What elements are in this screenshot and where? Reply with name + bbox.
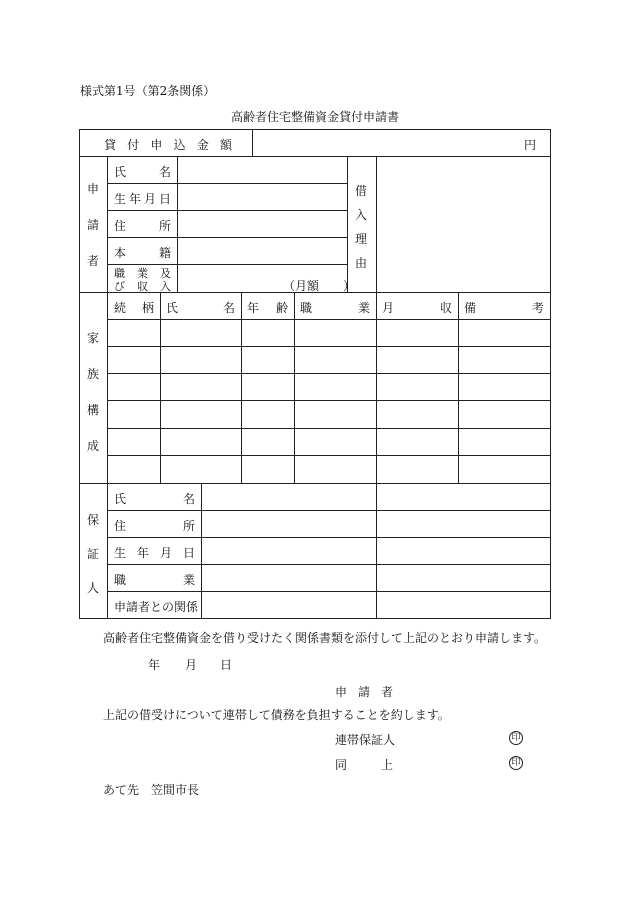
family-header-name: 氏 名 [166, 301, 235, 315]
monthly-income-label: （月額 ） [283, 279, 356, 293]
guarantor-birthdate-label: 生 年 月 日 [114, 546, 195, 560]
addressee: あて先 笠間市長 [103, 783, 200, 797]
application-statement: 高齢者住宅整備資金を借り受けたく関係書類を添付して上記のとおり申請します。 [103, 631, 547, 645]
family-header-relation: 続 柄 [114, 301, 154, 315]
family-header-occupation: 職 業 [300, 301, 370, 315]
applicant-birthdate-label: 生 年 月 日 [114, 192, 171, 206]
applicant-domicile-label: 本 籍 [114, 246, 171, 260]
guarantor-address-label: 住 所 [114, 519, 195, 533]
seal-mark: 印 [509, 756, 523, 770]
same-guarantor-label: 同 上 [335, 758, 393, 772]
guarantee-statement: 上記の借受けについて連帯して債務を負担することを約します。 [103, 708, 450, 722]
family-header-age: 年 齢 [247, 301, 288, 315]
family-header-remarks: 備 考 [464, 301, 544, 315]
form-title: 高齢者住宅整備資金貸付申請書 [230, 110, 399, 124]
applicant-signature-label: 申 請 者 [335, 685, 393, 699]
form-number: 様式第1号（第2条関係） [80, 84, 216, 98]
guarantor-occupation-label: 職 業 [114, 573, 195, 587]
yen-unit: 円 [524, 138, 537, 152]
applicant-name-label: 氏 名 [114, 165, 171, 179]
guarantor-name-label: 氏 名 [114, 492, 195, 506]
seal-mark: 印 [509, 731, 523, 745]
guarantor-relationship-label: 申請者との関係 [114, 600, 199, 614]
loan-amount-label: 貸 付 申 込 金 額 [104, 138, 232, 152]
guarantor-signature-label: 連帯保証人 [335, 733, 396, 747]
applicant-address-label: 住 所 [114, 219, 171, 233]
family-header-monthly-income: 月 収 [382, 301, 452, 315]
